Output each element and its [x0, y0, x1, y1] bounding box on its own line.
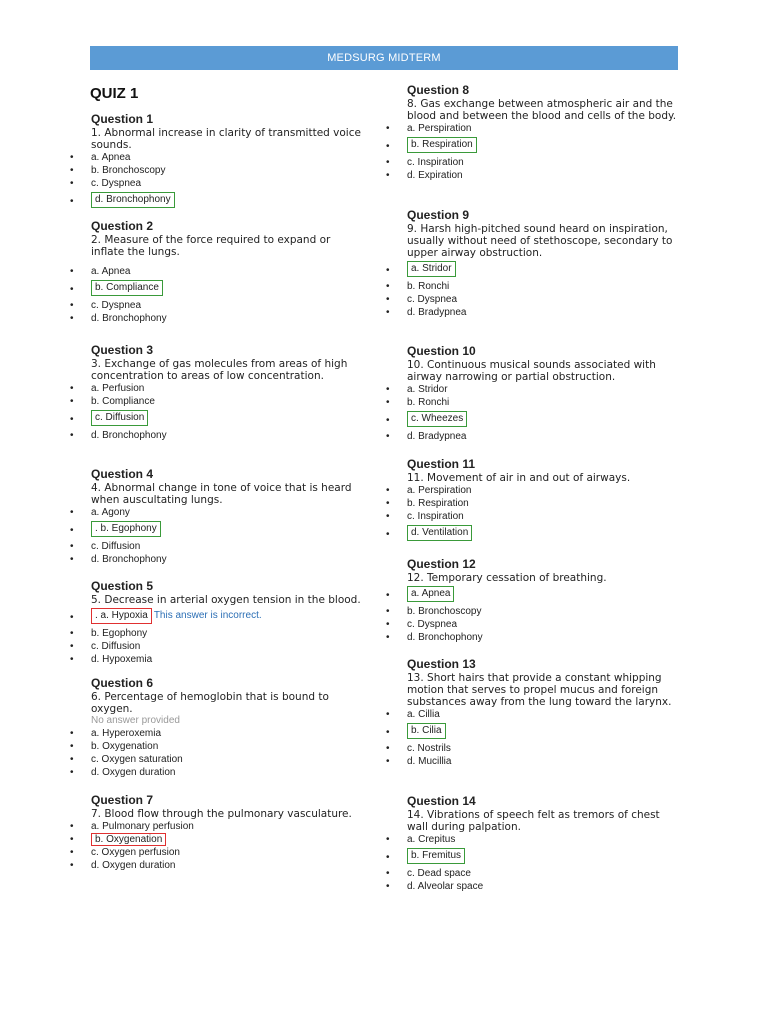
question-text: 13. Short hairs that provide a constant whipping motion that serves to propel mucus and foreign substances away from the lung toward the larynx.	[407, 672, 672, 708]
option-label: c. Diffusion	[91, 641, 141, 652]
option-list	[386, 586, 682, 644]
option-selected-correct[interactable]: • . b. Egophony	[91, 521, 366, 537]
option-label: b. Oxygenation	[91, 833, 166, 846]
option-selected-correct[interactable]: • a. Stridor	[407, 261, 682, 277]
question-text: 4. Abnormal change in tone of voice that is heard when auscultating lungs.	[91, 482, 352, 506]
option-label: c. Dyspnea	[407, 619, 458, 630]
option-label: a. Perfusion	[91, 383, 145, 394]
option[interactable]: • a. Cillia	[386, 709, 440, 720]
option-list	[386, 484, 682, 541]
question-text: 11. Movement of air in and out of airways.	[407, 472, 631, 484]
option-label: d. Ventilation	[407, 525, 472, 541]
option-selected-correct[interactable]: • b. Cilia	[407, 723, 682, 739]
option-label: a. Pulmonary perfusion	[91, 821, 194, 832]
option[interactable]: • d. Bronchophony	[386, 632, 483, 643]
question-title: Question 4	[91, 467, 154, 481]
option-list	[70, 151, 366, 208]
option-label: c. Inspiration	[407, 511, 464, 522]
option-label: c. Nostrils	[407, 743, 451, 754]
quiz-title: QUIZ 1	[90, 85, 139, 102]
option-label: c. Diffusion	[91, 541, 141, 552]
option[interactable]: • a. Perspiration	[386, 123, 472, 134]
option-label: b. Oxygenation	[91, 741, 159, 752]
option[interactable]: • b. Bronchoscopy	[70, 165, 166, 176]
option-label: b. Respiration	[407, 498, 469, 509]
option-label: . b. Egophony	[91, 521, 161, 537]
option[interactable]: • a. Perspiration	[386, 485, 472, 496]
option-list	[386, 261, 682, 319]
option[interactable]: • b. Oxygenation	[70, 741, 159, 752]
question-3	[70, 343, 366, 442]
option[interactable]: • a. Crepitus	[386, 834, 456, 845]
option-label: b. Ronchi	[407, 397, 450, 408]
option-label: b. Bronchoscopy	[91, 165, 166, 176]
option-label: d. Bronchophony	[91, 554, 167, 565]
question-14	[386, 794, 682, 893]
option[interactable]: • b. Ronchi	[386, 281, 450, 292]
option[interactable]: • a. Apnea	[70, 152, 131, 163]
question-text: 1. Abnormal increase in clarity of transmitted voice sounds.	[91, 127, 361, 151]
question-text: 7. Blood flow through the pulmonary vasculature.	[91, 808, 352, 820]
option-label: a. Stridor	[407, 261, 456, 277]
option-label: b. Ronchi	[407, 281, 450, 292]
option-label: a. Apnea	[91, 266, 131, 277]
question-title: Question 7	[91, 793, 154, 807]
option-label: b. Compliance	[91, 280, 163, 296]
question-title: Question 12	[407, 557, 476, 571]
option-list	[386, 122, 682, 182]
option-label: a. Agony	[91, 507, 130, 518]
incorrect-feedback: This answer is incorrect.	[153, 610, 262, 621]
option-label: c. Dyspnea	[91, 300, 142, 311]
option[interactable]: • a. Stridor	[386, 384, 448, 395]
question-6	[70, 676, 366, 779]
option-list	[70, 727, 366, 779]
option[interactable]: • c. Oxygen perfusion	[70, 847, 180, 858]
option-selected-correct[interactable]: • a. Apnea	[407, 586, 682, 602]
question-8	[386, 83, 682, 182]
option[interactable]: • d. Mucillia	[386, 756, 452, 767]
page-banner: MEDSURG MIDTERM	[90, 46, 678, 70]
option[interactable]: • c. Diffusion	[70, 541, 141, 552]
question-7	[70, 793, 366, 872]
option-selected-incorrect[interactable]: • b. Oxygenation	[91, 833, 366, 846]
option-list	[70, 506, 366, 566]
option-list	[70, 265, 366, 325]
option-label: d. Oxygen duration	[91, 767, 176, 778]
option-label: c. Oxygen perfusion	[91, 847, 180, 858]
option-label: a. Hyperoxemia	[91, 728, 162, 739]
option-label: d. Bradypnea	[407, 431, 467, 442]
option[interactable]: • c. Inspiration	[386, 157, 464, 168]
question-2	[70, 219, 366, 325]
option-list	[70, 820, 366, 872]
option[interactable]: • c. Diffusion	[70, 641, 141, 652]
option-label: a. Crepitus	[407, 834, 456, 845]
option-label: a. Stridor	[407, 384, 448, 395]
option-label: d. Mucillia	[407, 756, 452, 767]
question-title: Question 14	[407, 794, 476, 808]
option[interactable]: • d. Bradypnea	[386, 431, 467, 442]
question-9	[386, 208, 682, 319]
option-label: d. Bronchophony	[407, 632, 483, 643]
option[interactable]: • c. Dead space	[386, 868, 471, 879]
question-title: Question 11	[407, 457, 476, 471]
option[interactable]: • d. Alveolar space	[386, 881, 484, 892]
question-text: 6. Percentage of hemoglobin that is bound to oxygen.	[91, 691, 329, 715]
option-label: c. Oxygen saturation	[91, 754, 183, 765]
option[interactable]: • d. Expiration	[386, 170, 463, 181]
option[interactable]: • c. Dyspnea	[386, 619, 458, 630]
option-label: c. Dyspnea	[407, 294, 458, 305]
option-list	[386, 708, 682, 768]
question-title: Question 13	[407, 657, 476, 671]
option-label: a. Apnea	[407, 586, 454, 602]
question-title: Question 2	[91, 219, 154, 233]
option[interactable]: • a. Agony	[70, 507, 130, 518]
question-title: Question 9	[407, 208, 470, 222]
question-title: Question 5	[91, 579, 154, 593]
option-label: d. Oxygen duration	[91, 860, 176, 871]
option-label: d. Alveolar space	[407, 881, 484, 892]
option-label: a. Perspiration	[407, 485, 472, 496]
option[interactable]: • c. Inspiration	[386, 511, 464, 522]
option-label: b. Egophony	[91, 628, 148, 639]
question-text: 5. Decrease in arterial oxygen tension in the blood.	[91, 594, 361, 606]
question-text: 12. Temporary cessation of breathing.	[407, 572, 607, 584]
option[interactable]: • b. Egophony	[70, 628, 148, 639]
option-label: c. Dead space	[407, 868, 471, 879]
option-label: d. Bronchophony	[91, 313, 167, 324]
option-label: d. Bradypnea	[407, 307, 467, 318]
option-selected-correct[interactable]: • d. Bronchophony	[91, 192, 366, 208]
option[interactable]: • a. Pulmonary perfusion	[70, 821, 194, 832]
option[interactable]: • b. Ronchi	[386, 397, 450, 408]
option-label: b. Fremitus	[407, 848, 465, 864]
option-label: b. Cilia	[407, 723, 446, 739]
option-label: d. Bronchophony	[91, 430, 167, 441]
question-4	[70, 467, 366, 566]
question-title: Question 3	[91, 343, 154, 357]
option[interactable]: • a. Perfusion	[70, 383, 145, 394]
question-5	[70, 579, 366, 666]
option[interactable]: • d. Oxygen duration	[70, 860, 176, 871]
question-1	[70, 112, 366, 211]
option-label: a. Cillia	[407, 709, 440, 720]
option-label: d. Expiration	[407, 170, 463, 181]
option-label: c. Dyspnea	[91, 178, 142, 189]
option-label: a. Apnea	[91, 152, 131, 163]
question-title: Question 10	[407, 344, 476, 358]
option[interactable]: • d. Bronchophony	[70, 430, 167, 441]
option[interactable]: • a. Hyperoxemia	[70, 728, 162, 739]
option-label: d. Hypoxemia	[91, 654, 153, 665]
option[interactable]: • d. Bronchophony	[70, 313, 167, 324]
option-selected-correct[interactable]: • c. Diffusion	[91, 410, 366, 426]
option-selected-correct[interactable]: • b. Fremitus	[407, 848, 682, 864]
option-list	[386, 833, 682, 893]
option-label: c. Inspiration	[407, 157, 464, 168]
option[interactable]: • d. Oxygen duration	[70, 767, 176, 778]
option-label: a. Perspiration	[407, 123, 472, 134]
option-selected-incorrect[interactable]: • . a. Hypoxia This answer is incorrect.	[70, 610, 262, 623]
question-10	[386, 344, 682, 443]
option-label: c. Wheezes	[407, 411, 467, 427]
question-text: 14. Vibrations of speech felt as tremors of chest wall during palpation.	[407, 809, 660, 833]
option-label: b. Respiration	[407, 137, 477, 153]
option[interactable]: • d. Hypoxemia	[70, 654, 153, 665]
question-text: 3. Exchange of gas molecules from areas of high concentration to areas of low concentration.	[91, 358, 348, 382]
option-list	[70, 382, 366, 442]
question-text: 9. Harsh high-pitched sound heard on inspiration, usually without need of stethoscope, secondary to upper airway obstruction.	[407, 223, 673, 259]
option[interactable]: • c. Dyspnea	[386, 294, 458, 305]
option[interactable]: • c. Dyspnea	[70, 178, 142, 189]
option-label: d. Bronchophony	[91, 192, 175, 208]
option-selected-correct[interactable]: • c. Wheezes	[407, 411, 682, 427]
option-selected-correct[interactable]: • b. Respiration	[407, 137, 682, 153]
option-label: b. Bronchoscopy	[407, 606, 482, 617]
question-text: 10. Continuous musical sounds associated with airway narrowing or partial obstruction.	[407, 359, 656, 383]
option-selected-correct[interactable]: • b. Compliance	[91, 280, 366, 296]
option[interactable]: • b. Compliance	[70, 396, 155, 407]
no-answer-note: No answer provided	[91, 715, 180, 726]
question-text: 8. Gas exchange between atmospheric air and the blood and between the blood and cells of the body.	[407, 98, 677, 122]
question-13	[386, 657, 682, 768]
question-title: Question 6	[91, 676, 154, 690]
question-title: Question 1	[91, 112, 154, 126]
option-label: b. Compliance	[91, 396, 155, 407]
option[interactable]: • c. Dyspnea	[70, 300, 142, 311]
option[interactable]: • c. Nostrils	[386, 743, 451, 754]
option-label: . a. Hypoxia	[91, 608, 152, 624]
option[interactable]: • b. Bronchoscopy	[386, 606, 482, 617]
option[interactable]: • a. Apnea	[70, 266, 131, 277]
option-selected-correct[interactable]: • d. Ventilation	[407, 525, 682, 541]
option[interactable]: • d. Bradypnea	[386, 307, 467, 318]
option-list	[70, 608, 366, 666]
question-text: 2. Measure of the force required to expand or inflate the lungs.	[91, 234, 331, 258]
option[interactable]: • c. Oxygen saturation	[70, 754, 183, 765]
option[interactable]: • d. Bronchophony	[70, 554, 167, 565]
option-label: c. Diffusion	[91, 410, 148, 426]
question-title: Question 8	[407, 83, 470, 97]
option[interactable]: • b. Respiration	[386, 498, 469, 509]
question-11	[386, 457, 682, 544]
question-12	[386, 557, 682, 644]
option-list	[386, 383, 682, 443]
